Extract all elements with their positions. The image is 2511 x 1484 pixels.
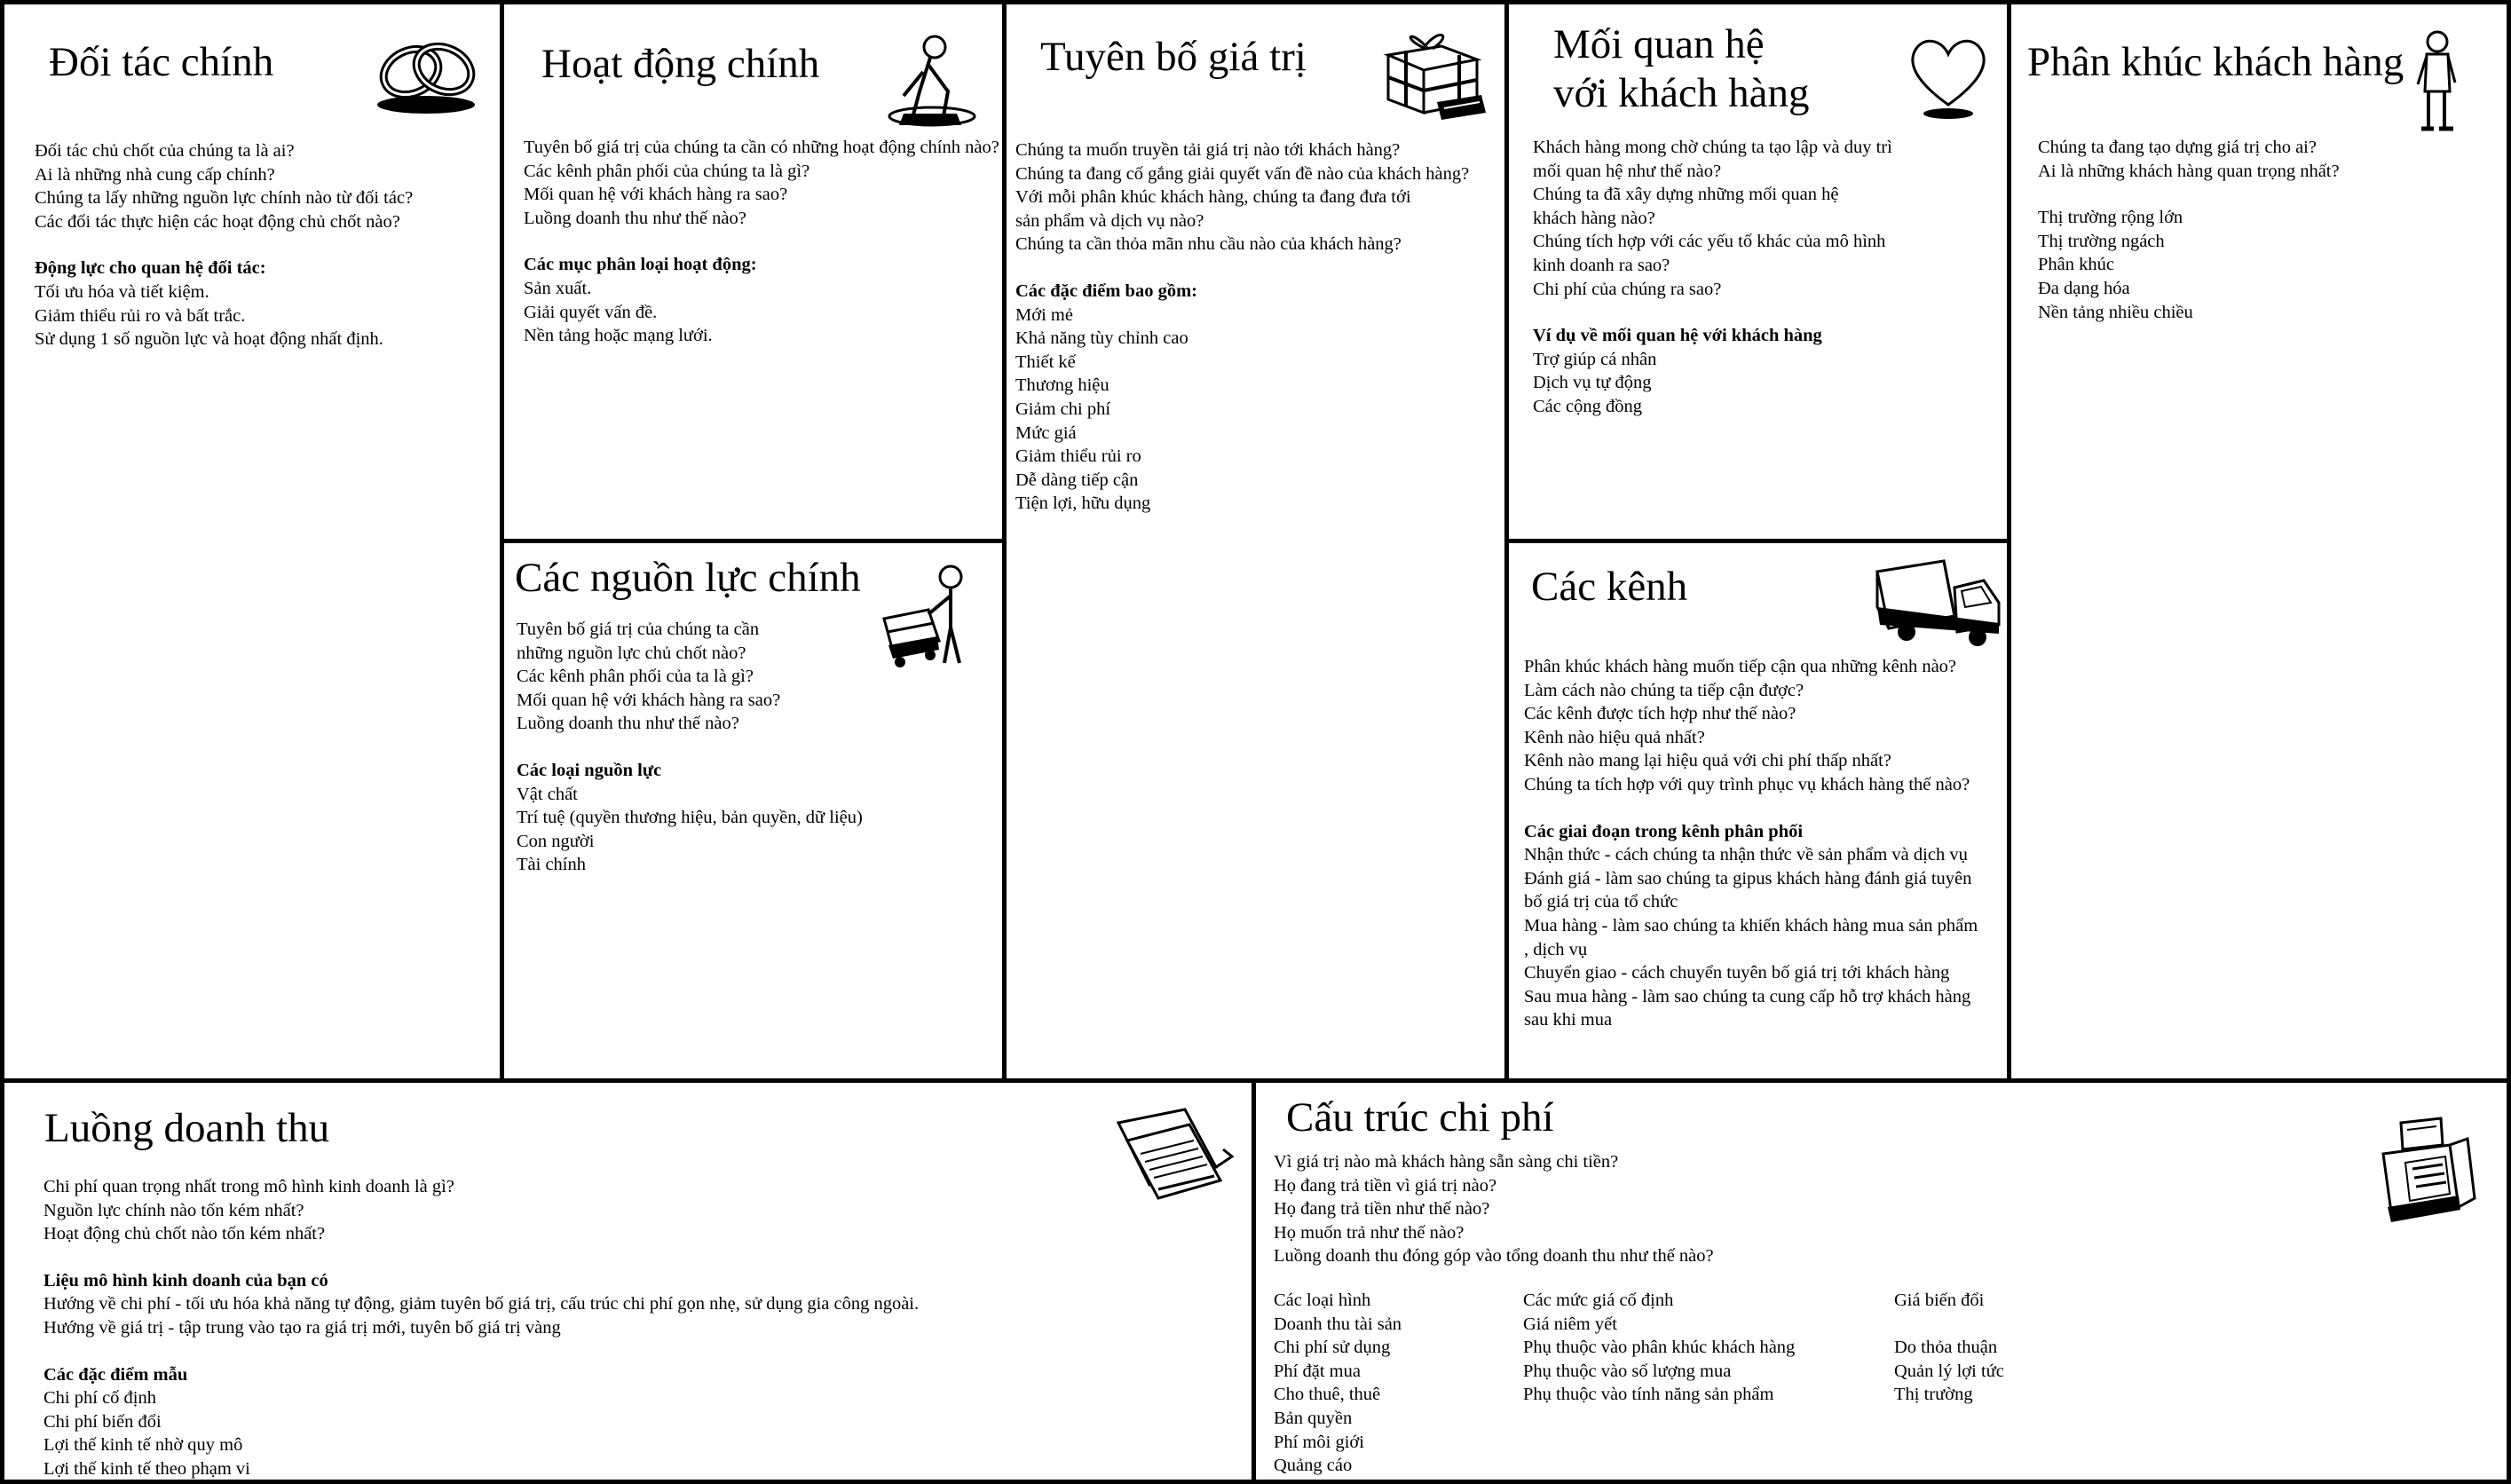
gift-box-icon — [1375, 24, 1490, 122]
customer-segments-title: Phân khúc khách hàng — [2027, 39, 2404, 85]
cost-structure-block — [1256, 1083, 2507, 1480]
revenue-streams-title: Luồng doanh thu — [44, 1105, 330, 1151]
customer-relationships-subtitle: Ví dụ về mối quan hệ với khách hàng — [1533, 326, 1822, 346]
kneeling-worker-icon — [877, 29, 983, 131]
cost-types-column: Các loại hình Doanh thu tài sản Chi phí sử dụng Phí đặt mua Cho thuê, thuê Bản quyền Phí môi giới Quảng cáo — [1274, 1291, 1402, 1476]
channels-text: Phân khúc khách hàng muốn tiếp cận qua những kênh nào? Làm cách nào chúng ta tiếp cận được? Các kênh được tích hợp như thế nào? Kênh nào hiệu quả nhất? Kênh nào mang lại hiệu quả với chi phí thấp nhất? Chúng ta tích hợp với quy trình phục vụ khách hàng thế nào? Các giai đoạn trong kênh phân phối Nhận thức - cách chúng ta nhận thức về sản phẩm và dịch vụ Đánh giá - làm sao chúng ta gipus khách hàng đánh giá tuyên bố giá trị của tổ chức Mua hàng - làm sao chúng ta khiến khách hàng mua sản phẩm , dịch vụ Chuyển giao - cách chuyển tuyên bố giá trị tới khách hàng Sau mua hàng - làm sao chúng ta cung cấp hỗ trợ khách hàng sau khi mua — [1524, 657, 1978, 1030]
channels-title: Các kênh — [1531, 564, 1688, 610]
customer-relationships-block — [1509, 4, 2011, 543]
key-resources-text: Tuyên bố giá trị của chúng ta cần những nguồn lực chủ chốt nào? Các kênh phân phối của ta là gì? Mối quan hệ với khách hàng ra sao? Luồng doanh thu như thế nào? Các loại nguồn lực Vật chất Trí tuệ (quyền thương hiệu, bản quyền, dữ liệu) Con người Tài chính — [517, 620, 863, 875]
cost-structure-title: Cấu trúc chi phí — [1286, 1094, 1554, 1141]
cash-register-icon — [2370, 1114, 2476, 1229]
standing-person-icon — [2409, 29, 2462, 140]
delivery-truck-icon — [1873, 554, 2004, 651]
customer-relationships-text: Khách hàng mong chờ chúng ta tạo lập và duy trì mối quan hệ như thế nào? Chúng ta đã xây dựng những mối quan hệ khách hàng nào? Chúng tích hợp với các yếu tố khác của mô hình kinh doanh ra sao? Chi phí của chúng ra sao? Ví dụ về mối quan hệ với khách hàng Trợ giúp cá nhân Dịch vụ tự động Các cộng đồng — [1533, 138, 1892, 416]
key-activities-text: Tuyên bố giá trị của chúng ta cần có những hoạt động chính nào? Các kênh phân phối của chúng ta là gì? Mối quan hệ với khách hàng ra sao? Luồng doanh thu như thế nào? Các mục phân loại hoạt động: Sản xuất. Giải quyết vấn đề. Nền tảng hoặc mạng lưới. — [524, 138, 999, 346]
channels-block — [1509, 543, 2011, 1083]
key-resources-title: Các nguồn lực chính — [515, 555, 861, 601]
key-partners-text: Đối tác chủ chốt của chúng ta là ai? Ai là những nhà cung cấp chính? Chúng ta lấy những nguồn lực chính nào từ đối tác? Các đối tác thực hiện các hoạt động chủ chốt nào? Động lực cho quan hệ đối tác: Tối ưu hóa và tiết kiệm. Giảm thiểu rủi ro và bất trắc. Sử dụng 1 số nguồn lực và hoạt động nhất định. — [35, 141, 414, 350]
value-proposition-text: Chúng ta muốn truyền tải giá trị nào tới khách hàng? Chúng ta đang cố gắng giải quyết vấn đề nào của khách hàng? Với mỗi phân khúc khách hàng, chúng ta đang đưa tới sản phẩm và dịch vụ nào? Chúng ta cần thỏa mãn nhu cầu nào của khách hàng? Các đặc điểm bao gồm: Mới mẻ Khả năng tùy chỉnh cao Thiết kế Thương hiệu Giảm chi phí Mức giá Giảm thiểu rủi ro Dễ dàng tiếp cận Tiện lợi, hữu dụng — [1015, 140, 1470, 514]
interlocking-rings-icon — [368, 29, 493, 118]
key-activities-block — [504, 4, 1007, 543]
heart-icon — [1904, 29, 1993, 122]
value-proposition-subtitle: Các đặc điểm bao gồm: — [1015, 280, 1197, 301]
key-activities-subtitle: Các mục phân loại hoạt động: — [524, 255, 757, 275]
key-activities-title: Hoạt động chính — [541, 41, 820, 87]
variable-pricing-column: Giá biến đổi Do thỏa thuận Quản lý lợi tức Thị trường — [1894, 1291, 2004, 1405]
customer-relationships-title: Mối quan hệ với khách hàng — [1553, 21, 1810, 117]
channels-subtitle: Các giai đoạn trong kênh phân phối — [1524, 821, 1804, 841]
value-proposition-title: Tuyên bố giá trị — [1040, 34, 1307, 80]
key-resources-block — [504, 543, 1007, 1083]
key-partners-title: Đối tác chính — [49, 39, 274, 85]
revenue-streams-subtitle-2: Các đặc điểm mẫu — [43, 1364, 188, 1385]
value-proposition-block — [1007, 4, 1509, 1083]
worker-with-cart-icon — [875, 561, 991, 676]
fixed-pricing-column: Các mức giá cố định Giá niêm yết Phụ thuộc vào phân khúc khách hàng Phụ thuộc vào số lượng mua Phụ thuộc vào tính năng sản phẩm — [1523, 1291, 1796, 1405]
revenue-streams-text: Chi phí quan trọng nhất trong mô hình kinh doanh là gì? Nguồn lực chính nào tốn kém nhất? Hoạt động chủ chốt nào tốn kém nhất? Liệu mô hình kinh doanh của bạn có Hướng về chi phí - tối ưu hóa khả năng tự động, giảm tuyên bố giá trị, cấu trúc chi phí gọn nhẹ, sử dụng gia công ngoài. Hướng về giá trị - tập trung vào tạo ra giá trị mới, tuyên bố giá trị vàng Các đặc điểm mẫu Chi phí cố định Chi phí biến đổi Lợi thế kinh tế nhờ quy mô Lợi thế kinh tế theo phạm vi — [43, 1177, 920, 1479]
customer-segments-text: Chúng ta đang tạo dựng giá trị cho ai? Ai là những khách hàng quan trọng nhất? Thị trường rộng lớn Thị trường ngách Phân khúc Đa dạng hóa Nền tảng nhiều chiều — [2038, 138, 2340, 322]
cost-structure-text: Vì giá trị nào mà khách hàng sẵn sàng chi tiền? Họ đang trả tiền vì giá trị nào? Họ đang trả tiền như thế nào? Họ muốn trả như thế nào? Luồng doanh thu đóng góp vào tổng doanh thu như thế nào? — [1274, 1152, 1714, 1267]
key-resources-subtitle: Các loại nguồn lực — [517, 760, 662, 780]
key-partners-block — [4, 4, 504, 1083]
document-pages-icon — [1109, 1105, 1238, 1203]
customer-segments-block — [2011, 4, 2507, 1083]
revenue-streams-subtitle-1: Liệu mô hình kinh doanh của bạn có — [43, 1270, 328, 1291]
revenue-streams-block — [4, 1083, 1256, 1480]
key-partners-subtitle: Động lực cho quan hệ đối tác: — [35, 258, 266, 279]
